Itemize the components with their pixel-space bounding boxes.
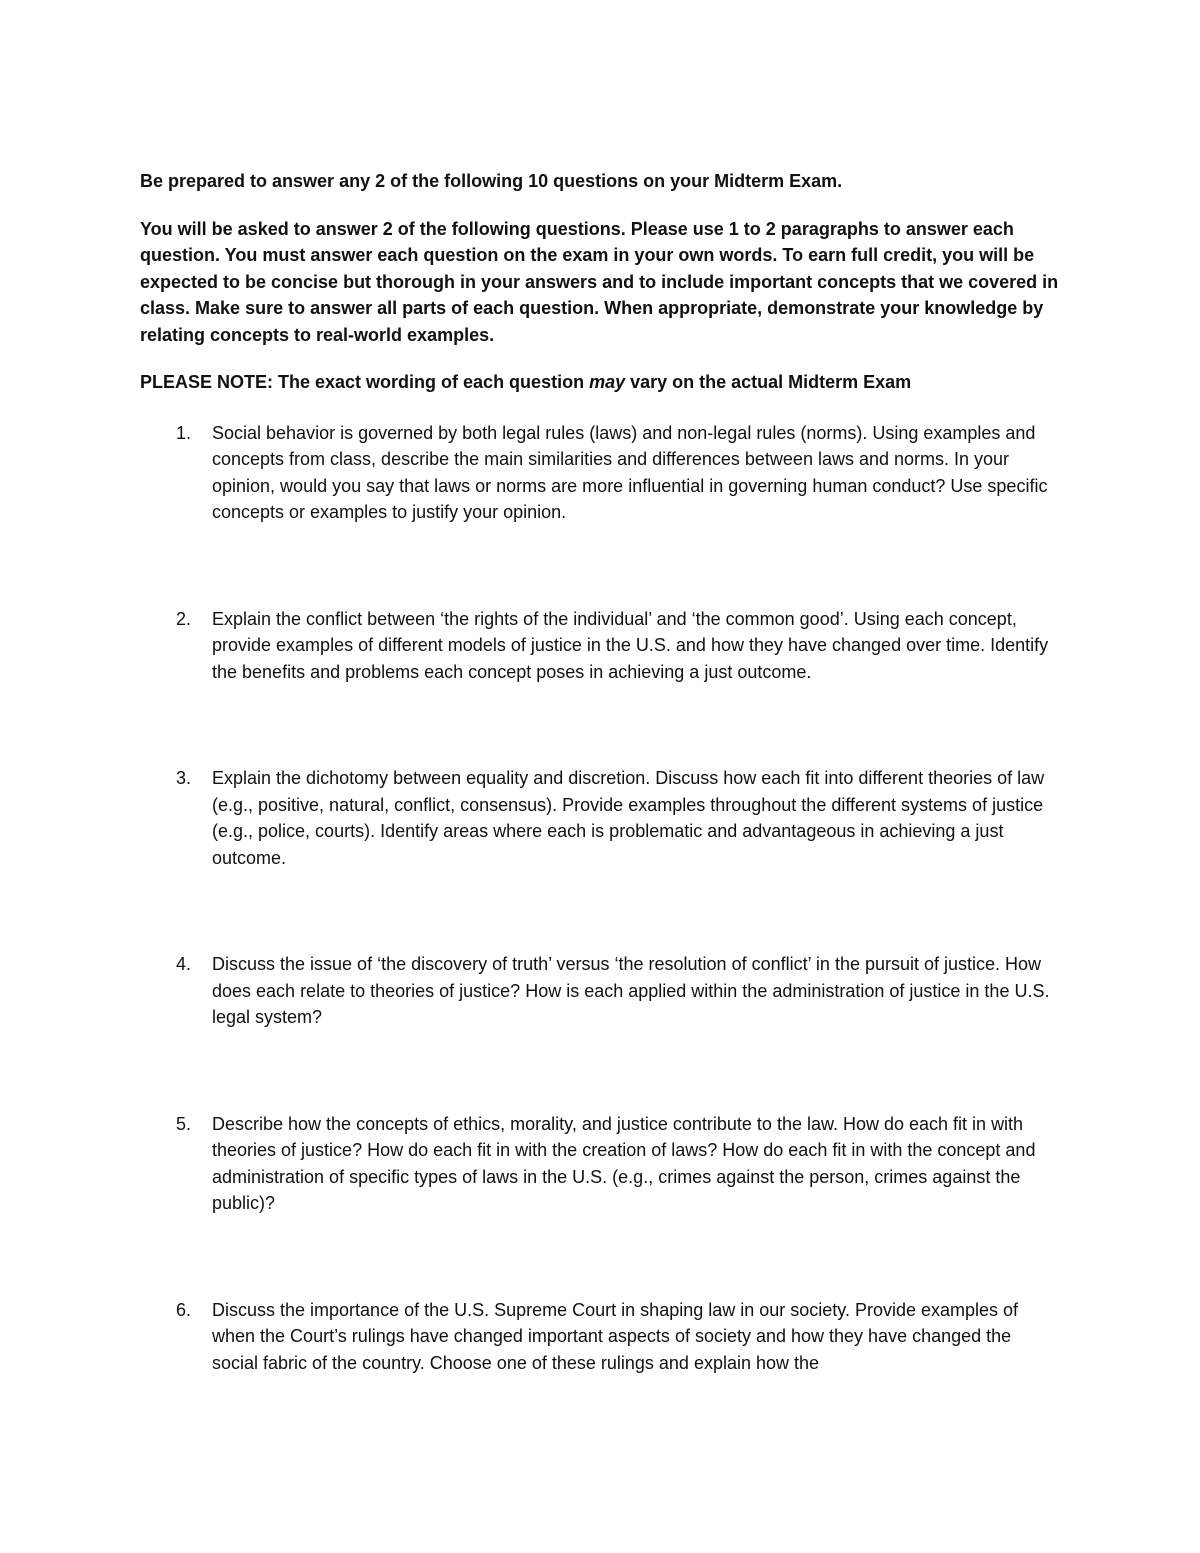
question-item-6: [140, 1297, 1060, 1377]
question-text: Explain the dichotomy between equality and discretion. Discuss how each fit into different theories of law (e.g., positive, natural, conflict, consensus). Provide examples throughout the different systems of justice (e.g., police, courts). Identify areas where each is problematic and advantageous in achieving a just outcome.: [212, 768, 1045, 868]
question-number: 1.: [176, 422, 192, 443]
question-item-3: [140, 765, 1060, 871]
question-number: 4.: [176, 954, 192, 974]
question-list: [140, 420, 1060, 1377]
exam-instructions: You will be asked to answer 2 of the following questions. Please use 1 to 2 paragraphs to answer each question. You must answer each question on the exam in your own words. To earn full credit, you will be expected to be concise but thorough in your answers and to include important concepts that we covered in class. Make sure to answer all parts of each question. When appropriate, demonstrate your knowledge by relating concepts to real-world examples.: [140, 218, 1059, 345]
question-text: Explain the conflict between ‘the rights of the individual’ and ‘the common good’. Using each concept, provide examples of different models of justice in the U.S. and how they have changed over time. Identify the benefits and problems each concept poses in achieving a just outcome.: [212, 608, 1049, 682]
question-number: 3.: [176, 768, 192, 788]
question-item-1: [140, 420, 1060, 526]
question-number: 5.: [176, 1113, 192, 1134]
question-number: 6.: [176, 1299, 192, 1320]
wording-note: [140, 369, 1060, 396]
question-text: Discuss the importance of the U.S. Supreme Court in shaping law in our society. Provide examples of when the Court’s rulings have changed important aspects of society and how they have changed the social fabric of the country. Choose one of these rulings and explain how the: [212, 1299, 1019, 1373]
question-item-2: [140, 606, 1060, 686]
question-item-4: [140, 951, 1060, 1031]
question-text: Discuss the issue of ‘the discovery of truth’ versus ‘the resolution of conflict’ in the pursuit of justice. How does each relate to theories of justice? How is each applied within the administration of justice in the U.S. legal system?: [212, 954, 1050, 1027]
note-prefix: PLEASE NOTE: The exact wording of each question: [140, 372, 590, 392]
exam-heading: Be prepared to answer any 2 of the following 10 questions on your Midterm Exam.: [140, 171, 843, 191]
note-emphasis: may: [589, 372, 626, 392]
question-number: 2.: [176, 608, 192, 629]
question-text: Describe how the concepts of ethics, morality, and justice contribute to the law. How do each fit in with theories of justice? How do each fit in with the creation of laws? How do each fit in with the concept and administration of specific types of laws in the U.S. (e.g., crimes against the person, crimes against the public)?: [212, 1113, 1036, 1213]
question-text: Social behavior is governed by both legal rules (laws) and non-legal rules (norms). Using examples and concepts from class, describe the main similarities and differences between laws and norms. In your opinion, would you say that laws or norms are more influential in governing human conduct? Use specific concepts or examples to justify your opinion.: [212, 422, 1048, 522]
question-item-5: [140, 1111, 1060, 1217]
note-suffix: vary on the actual Midterm Exam: [625, 372, 912, 392]
document-page: [140, 168, 1060, 1376]
